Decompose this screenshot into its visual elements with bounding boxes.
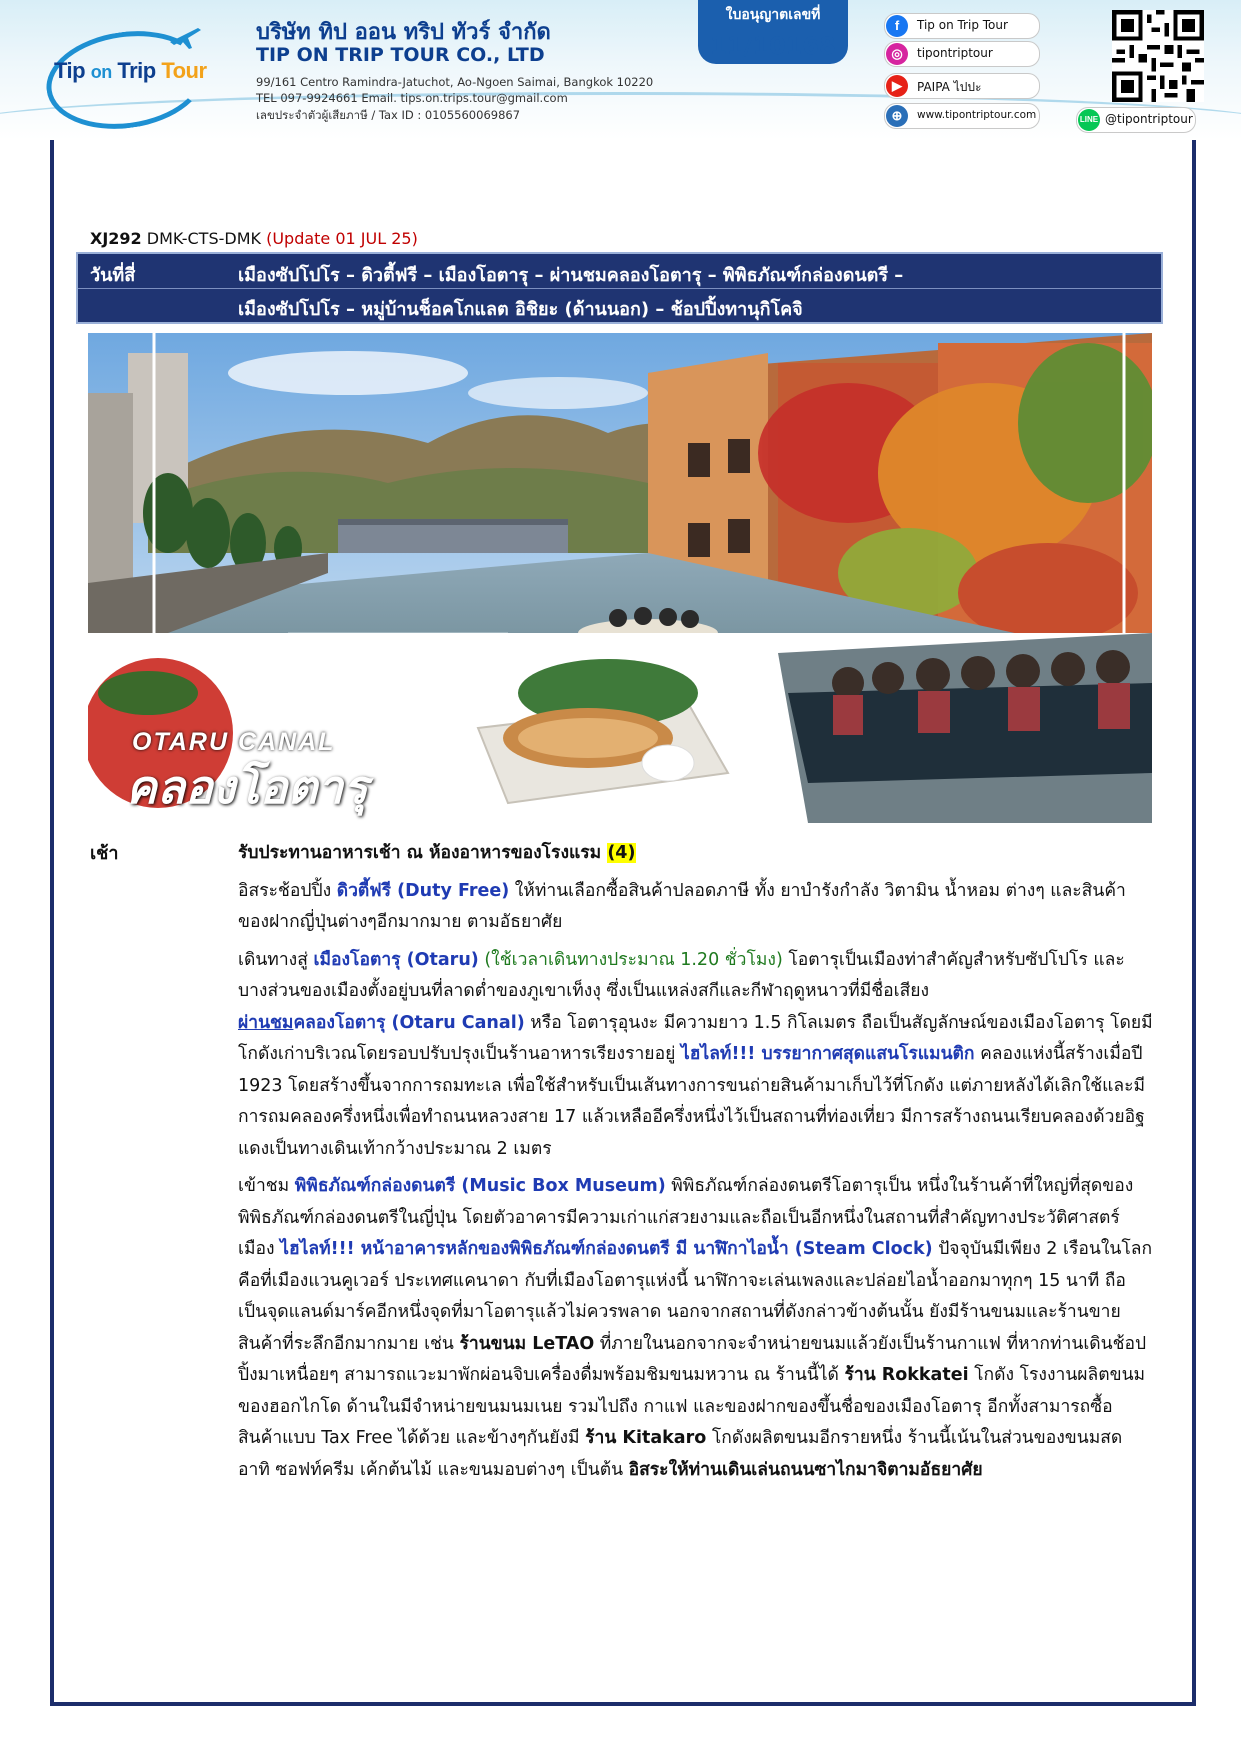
museum-text-2: ปัจจุบันมีเพียง 2 เรือนในโลกคือที่เมืองแวนคูเวอร์ ประเทศแคนาดา กับที่เมืองโอตารุแห่งนี้ นาฬิกาจะเล่นเพลงและปล่อยไอน้ำออกมาทุกๆ 15 นาที ถือเป็นจุดแลนด์มาร์คอีกหนึ่งจุดที่มาโอตารุแล้วไม่ควรพลาด นอกจากสถานที่ดังกล่าวข้างต้นนั้น ยังมีร้านขนมและร้านขายสินค้าที่ระลึกอีกมากมาย เช่น: [238, 1239, 1153, 1354]
social-instagram-label: tipontriptour: [917, 46, 993, 60]
otaru-pre: เดินทางสู่: [238, 949, 314, 970]
canal-lead: ผ่านชม: [238, 1012, 294, 1033]
facebook-icon: f: [886, 15, 908, 37]
shop-rokkatei: ร้าน Rokkatei: [844, 1365, 969, 1385]
license-number: 11/10168: [710, 32, 836, 60]
qr-code[interactable]: [1112, 10, 1204, 102]
trip-code: XJ292: [90, 229, 142, 248]
day-itinerary-line-1: เมืองซัปโปโร – ดิวตี้ฟรี – เมืองโอตารุ – ผ่านชมคลองโอตารุ – พิพิธภัณฑ์กล่องดนตรี –: [238, 265, 904, 286]
company-contact: TEL 097-9924661 Email. tips.on.trips.tour@gmail.com: [256, 91, 568, 105]
logo-text: [54, 58, 207, 84]
day-label: วันที่สี่: [90, 265, 136, 286]
duty-free-highlight: ดิวตี้ฟรี (Duty Free): [336, 880, 510, 901]
logo-word-4: Tour: [161, 58, 207, 83]
otaru-highlight: เมืองโอตารุ (Otaru): [313, 949, 479, 970]
canal-highlight: คลองโอตารุ (Otaru Canal): [293, 1012, 525, 1033]
instagram-icon: ◎: [886, 43, 908, 65]
company-logo: [40, 14, 228, 124]
museum-highlight-2: ไฮไลท์!!! หน้าอาคารหลักของพิพิธภัณฑ์กล่องดนตรี มี นาฬิกาไอน้ำ (Steam Clock): [280, 1239, 933, 1259]
canal-text-2: คลองแห่งนี้สร้างเมื่อปี 1923 โดยสร้างขึ้นจากการถมทะเล เพื่อใช้สำหรับเป็นเส้นทางการขนถ่ายสินค้ามาเก็บไว้ที่โกดัง แต่ภายหลังได้เลิกใช้และมีการถมคลองครึ่งหนึ่งเพื่อทำถนนหลวงสาย 17 แล้วเหลืออีครึ่งหนึ่งไว้เป็นสถานที่ท่องเที่ยว มีการสร้างถนนเรียบคลองด้วยอิฐแดงเป็นทางเดินเท้ากว้างประมาณ 2 เมตร: [238, 1044, 1146, 1159]
day-itinerary-line-2: เมืองซัปโปโร – หมู่บ้านช็อคโกแลต อิชิยะ (ด้านนอก) – ช้อปปิ้งทานุกิโคจิ: [238, 299, 803, 320]
trip-route: DMK-CTS-DMK: [146, 229, 261, 248]
logo-word-2: on: [90, 62, 112, 82]
museum-pre: เข้าชม: [238, 1176, 295, 1196]
social-youtube[interactable]: [884, 73, 1040, 99]
breakfast-text: รับประทานอาหารเช้า ณ ห้องอาหารของโรงแรม: [238, 843, 602, 863]
otaru-canal-photo: [88, 333, 1152, 823]
otaru-paragraph: [238, 945, 1154, 1008]
trip-code-line: [90, 229, 418, 248]
museum-text-4: โกดัง โรงงานผลิตขนมของฮอกไกโด ด้านในมีจำหน่ายขนมนมเนย รวมไปถึง กาแฟ และของฝากของขึ้นชื่อของเมืองโอตารุ อีกทั้งสามารถซื้อสินค้าแบบ Tax Free ได้ด้วย และข้างๆกันยังมี: [238, 1365, 1146, 1448]
duty-free-pre: อิสระช้อปปิ้ง: [238, 880, 337, 901]
breakfast-line: [238, 838, 1154, 870]
canal-paragraph: [238, 1008, 1154, 1166]
line-icon: LINE: [1078, 109, 1100, 131]
trip-update-date: (Update 01 JUL 25): [266, 229, 418, 248]
company-name-thai: บริษัท ทิป ออน ทริป ทัวร์ จำกัด: [256, 20, 551, 45]
otaru-travel-time: (ใช้เวลาเดินทางประมาณ 1.20 ชั่วโมง): [478, 949, 783, 970]
social-youtube-label: PAIPA ไปปะ: [917, 80, 982, 94]
meal-number: (4): [607, 843, 636, 863]
duty-free-text: ให้ท่านเลือกซื้อสินค้าปลอดภาษี ทั้ง ยาบำรังกำลัง วิตามิน น้ำหอม ต่างๆ และสินค้าของฝากญี่ปุ่นต่างๆอีกมากมาย ตามอัธยาศัย: [238, 880, 1126, 932]
free-time-closing: อิสระให้ท่านเดินเล่นถนนซาไกมาจิตามอัธยาศัย: [628, 1459, 983, 1480]
museum-text-5: โกดังผลิตขนมอีกรายหนึ่ง ร้านนี้เน้นในส่วนของขนมสด อาทิ ซอฟท์ครีม เค้กต้นไม้ และขนมอบต่างๆ เป็นต้น: [238, 1428, 1123, 1480]
logo-word-3: Trip: [117, 58, 156, 83]
museum-highlight: พิพิธภัณฑ์กล่องดนตรี (Music Box Museum): [294, 1176, 666, 1196]
itinerary-body: [238, 838, 1154, 1486]
photo-caption-english: OTARU CANAL: [132, 728, 336, 756]
museum-text-3: ที่ภายในนอกจากจะจำหน่ายขนมแล้วยังเป็นร้านกาแฟ ที่หากท่านเดินช้อปปิ้งมาเหนื่อยๆ สามารถแวะมาพักผ่อนจิบเครื่องดื่มพร้อมชิมขนมหวาน ณ ร้านนี้ได้: [238, 1333, 1147, 1385]
company-name-english: TIP ON TRIP TOUR CO., LTD: [256, 44, 545, 66]
social-facebook[interactable]: [884, 13, 1040, 39]
museum-text-1: พิพิธภัณฑ์กล่องดนตรีโอตารุเป็น หนึ่งในร้านค้าที่ใหญ่ที่สุดของพิพิธภัณฑ์กล่องดนตรีในญี่ปุ่น โดยตัวอาคารมีความเก่าแก่สวยงามและถือเป็นอีกหนึ่งในสถานที่สำคัญทางประวัติศาสตร์เมือง: [238, 1176, 1134, 1259]
museum-paragraph: [238, 1171, 1154, 1486]
social-website[interactable]: [884, 103, 1040, 129]
company-tax-id: เลขประจำตัวผู้เสียภาษี / Tax ID : 0105560069867: [256, 108, 521, 122]
logo-word-1: Tip: [54, 58, 86, 83]
canal-text-1: หรือ โอตารุอุนงะ มีความยาว 1.5 กิโลเมตร ถือเป็นสัญลักษณ์ของเมืองโอตารุ โดยมีโกดังเก่าบริเวณโดยรอบปรับปรุงเป็นร้านอาหารเรียงรายอยู่: [238, 1012, 1153, 1064]
social-facebook-label: Tip on Trip Tour: [917, 18, 1008, 32]
time-of-day-label: เช้า: [90, 843, 119, 864]
globe-icon: ⊕: [886, 105, 908, 127]
page-header: [0, 0, 1241, 140]
canal-highlight-2: ไฮไลท์!!! บรรยากาศสุดแสนโรแมนติก: [680, 1044, 975, 1064]
otaru-text: โอตารุเป็นเมืองท่าสำคัญสำหรับซัปโปโร และบางส่วนของเมืองตั้งอยู่บนที่ลาดต่ำของภูเขาเท็งงุ ซึ่งเป็นแหล่งสกีและกีฬาฤดูหนาวที่มีชื่อเสียง: [238, 949, 1125, 1001]
social-line[interactable]: [1076, 107, 1196, 133]
duty-free-paragraph: [238, 876, 1154, 939]
license-label: ใบอนุญาตเลขที่: [725, 7, 821, 23]
shop-letao: ร้านขนม LeTAO: [459, 1333, 595, 1354]
social-line-label: @tipontriptour: [1105, 112, 1193, 126]
youtube-icon: ▶: [886, 75, 908, 97]
social-website-label: www.tipontriptour.com: [917, 109, 1037, 121]
day-header-table: [76, 252, 1163, 324]
airplane-icon: [168, 24, 202, 50]
shop-kitakaro: ร้าน Kitakaro: [585, 1428, 707, 1448]
social-instagram[interactable]: [884, 41, 1040, 67]
company-address: 99/161 Centro Ramindra-Jatuchot, Ao-Ngoen Saimai, Bangkok 10220: [256, 75, 654, 89]
photo-caption-thai: คลองโอตารุ: [126, 760, 368, 814]
